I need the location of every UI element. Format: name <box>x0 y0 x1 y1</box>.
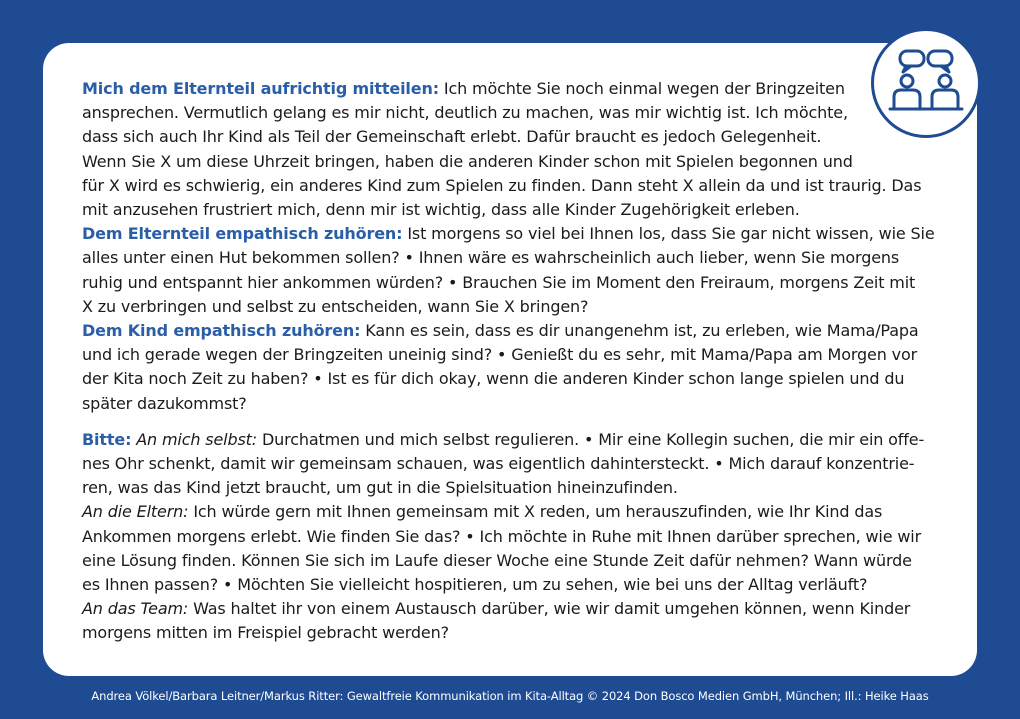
paragraph-request-parents: An die Eltern: Ich würde gern mit Ihnen gemeinsam mit X reden, um herauszufinden, wie Ihr Kind das Ankommen morgens erlebt. Wie finden Sie das? • Ich möchte in Ruhe mit Ihnen darüber sprechen, wie wir eine Lösung finden. Können Sie sich im Laufe dieser Woche eine Stunde Zeit dafür nehmen? Wann würde es Ihnen passen? • Möchten Sie vielleicht hospitieren, um zu sehen, wie bei uns der Alltag verläuft? <box>82 502 921 595</box>
section-label: Dem Kind empathisch zuhören: <box>82 321 361 341</box>
paragraph-parent-empathy: Dem Elternteil empathisch zuhören: Ist morgens so viel bei Ihnen los, dass Sie gar nicht wissen, wie Sie alles unter einen Hut bekommen sollen? • Ihnen wäre es wahrscheinlich auch lieber, wenn Sie morgens ruhig und entspannt hier ankommen würden? • Brauchen Sie im Moment den Freiraum, morgens Zeit mit X zu verbringen und selbst zu entscheiden, wann Sie X bringen? <box>82 224 935 316</box>
section-label: Mich dem Elternteil aufrichtig mitteilen: <box>82 79 439 98</box>
section-sublabel: An mich selbst: <box>131 429 258 449</box>
main-text <box>82 77 938 646</box>
section-sublabel: An die Eltern: <box>82 502 189 522</box>
paragraph-parent-honest: Mich dem Elternteil aufrichtig mitteilen: Ich möchte Sie noch einmal wegen der Bringzeiten ansprechen. Vermutlich gelang es mir nicht, deutlich zu machen, was mir wichtig ist. Ich möchte, dass sich auch Ihr Kind als Teil der Gemeinschaft erlebt. Dafür braucht es jedoch Gelegenheit. Wenn Sie X um diese Uhrzeit bringen, haben die anderen Kinder schon mit Spielen begonnen und für X wird es schwierig, ein anderes Kind zum Spielen zu finden. Dann steht X allein da und ist traurig. Das mit anzusehen frustriert mich, denn mir ist wichtig, dass alle Kinder Zugehörigkeit erleben. <box>82 79 922 220</box>
section-label: Dem Elternteil empathisch zuhören: <box>82 224 403 244</box>
section-label: Bitte: <box>82 429 132 449</box>
paragraph-child-empathy: Dem Kind empathisch zuhören: Kann es sein, dass es dir unangenehm ist, zu erleben, wie Mama/Papa und ich gerade wegen der Bringzeiten uneinig sind? • Genießt du es sehr, mit Mama/Papa am Morgen vor der Kita noch Zeit zu haben? • Ist es für dich okay, wenn die anderen Kinder schon lange spielen und du später dazukommst? <box>82 321 919 413</box>
section-sublabel: An das Team: <box>82 599 189 619</box>
paragraph-request-self: Bitte: An mich selbst: Durchatmen und mich selbst regulieren. • Mir eine Kollegin suchen, die mir ein offe- nes Ohr schenkt, damit wir gemeinsam schauen, was eigentlich dahintersteckt. • Mich darauf konzentrie- ren, was das Kind jetzt braucht, um gut in die Spielsituation hineinzufinden. <box>82 429 925 498</box>
paragraph-request-team: An das Team: Was haltet ihr von einem Austausch darüber, wie wir damit umgehen können, wenn Kinder morgens mitten im Freispiel gebracht werden? <box>82 599 911 643</box>
copyright-footer: Andrea Völkel/Barbara Leitner/Markus Ritter: Gewaltfreie Kommunikation im Kita-Alltag © 2024 Don Bosco Medien GmbH, München; Ill.: Heike Haas <box>91 689 929 703</box>
paragraph-spacer <box>82 416 938 428</box>
